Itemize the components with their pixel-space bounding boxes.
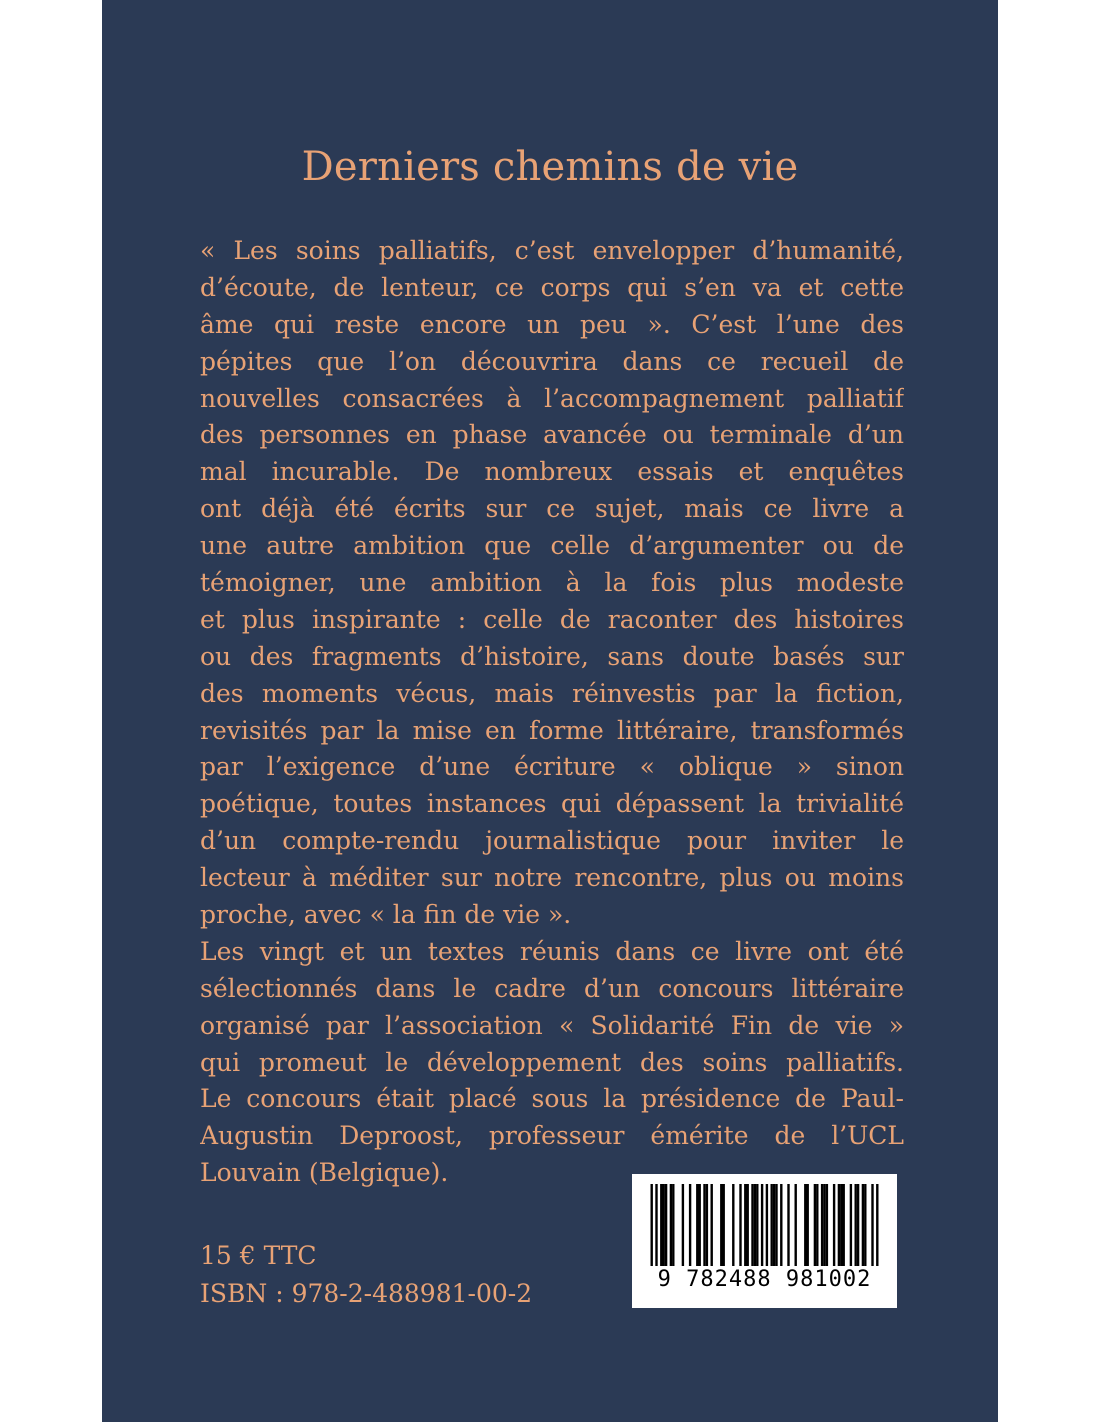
book-title: Derniers chemins de vie <box>301 144 799 190</box>
barcode-bar <box>843 1184 845 1266</box>
barcode-bar <box>756 1184 758 1266</box>
blurb-line: une autre ambition que celle d’argumenter ou de <box>200 531 904 561</box>
barcode-bar <box>864 1184 866 1266</box>
barcode-bar <box>833 1184 835 1266</box>
blurb-line: âme qui reste encore un peu ». C’est l’une des <box>200 309 904 339</box>
barcode-bar <box>682 1184 684 1266</box>
barcode-bar <box>672 1184 674 1266</box>
blurb-line: sélectionnés dans le cadre d’un concours littéraire <box>200 973 904 1003</box>
barcode-bar <box>761 1184 763 1266</box>
barcode-bar <box>665 1184 667 1266</box>
blurb-line: d’un compte-rendu journalistique pour inviter le <box>200 826 904 856</box>
barcode-bar <box>766 1184 768 1266</box>
barcode-bar <box>711 1184 713 1266</box>
blurb-line: nouvelles consacrées à l’accompagnement palliatif <box>200 383 904 413</box>
barcode-bar <box>720 1184 722 1266</box>
barcode-bar <box>773 1184 775 1266</box>
barcode-bar <box>838 1184 840 1266</box>
barcode-bar <box>780 1184 782 1266</box>
blurb-line: d’écoute, de lenteur, ce corps qui s’en va et cette <box>200 272 904 302</box>
barcode-bar <box>723 1184 725 1266</box>
barcode-bar <box>823 1184 825 1266</box>
barcode-bar <box>663 1184 665 1266</box>
barcode-bar <box>840 1184 842 1266</box>
blurb-line: des personnes en phase avancée ou terminale d’un <box>200 420 904 450</box>
barcode-bar <box>816 1184 818 1266</box>
barcode-bar <box>826 1184 828 1266</box>
barcode-bar <box>732 1184 734 1266</box>
blurb-line: lecteur à méditer sur notre rencontre, plus ou moins <box>200 863 904 893</box>
barcode-digits: 9 782488 981002 <box>657 1267 872 1292</box>
barcode-bar <box>795 1184 797 1266</box>
price: 15 € TTC <box>200 1241 317 1270</box>
blurb-line: mal incurable. De nombreux essais et enquêtes <box>200 457 904 487</box>
blurb-line: poétique, toutes instances qui dépassent la trivialité <box>200 789 904 819</box>
isbn: ISBN : 978-2-488981-00-2 <box>200 1279 533 1308</box>
barcode-bar <box>655 1184 657 1266</box>
barcode-bar <box>855 1184 857 1266</box>
barcode-bar <box>754 1184 756 1266</box>
blurb-line: Les vingt et un textes réunis dans ce livre ont été <box>200 936 904 966</box>
blurb-line: par l’exigence d’une écriture « oblique » sinon <box>200 752 904 782</box>
barcode-bar <box>696 1184 698 1266</box>
barcode-bar <box>804 1184 806 1266</box>
barcode-bar <box>876 1184 878 1266</box>
barcode-bar <box>747 1184 749 1266</box>
barcode-bar <box>857 1184 859 1266</box>
barcode-bar <box>787 1184 789 1266</box>
blurb-line: revisités par la mise en forme littéraire, transformés <box>200 715 904 745</box>
blurb-text <box>200 233 904 1192</box>
blurb-line: organisé par l’association « Solidarité Fin de vie » <box>200 1010 904 1040</box>
barcode-bar <box>699 1184 701 1266</box>
barcode-bar <box>744 1184 746 1266</box>
barcode-bar <box>651 1184 653 1266</box>
barcode-bar <box>821 1184 823 1266</box>
blurb-line: proche, avec « la fin de vie ». <box>200 900 572 930</box>
blurb-line: Louvain (Belgique). <box>200 1158 449 1188</box>
blurb-line: et plus inspirante : celle de raconter des histoires <box>200 604 904 634</box>
barcode-bar <box>771 1184 773 1266</box>
barcode-bar <box>751 1184 753 1266</box>
barcode-bar <box>670 1184 672 1266</box>
barcode-bar <box>739 1184 741 1266</box>
blurb-line: « Les soins palliatifs, c’est envelopper d’humanité, <box>200 236 904 265</box>
blurb-line: des moments vécus, mais réinvestis par la fiction, <box>200 678 904 708</box>
book-back-cover <box>102 0 998 1422</box>
barcode-bar <box>814 1184 816 1266</box>
blurb-line: ont déjà été écrits sur ce sujet, mais ce livre a <box>200 494 904 524</box>
barcode <box>632 1174 897 1308</box>
barcode-bar <box>775 1184 777 1266</box>
blurb-line: ou des fragments d’histoire, sans doute basés sur <box>200 641 904 671</box>
barcode-bar <box>871 1184 873 1266</box>
barcode-bar <box>706 1184 708 1266</box>
blurb-line: Le concours était placé sous la présidence de Paul- <box>200 1084 904 1114</box>
barcode-bar <box>689 1184 691 1266</box>
barcode-bar <box>862 1184 864 1266</box>
barcode-bar <box>660 1184 662 1266</box>
blurb-line: Augustin Deproost, professeur émérite de l’UCL <box>200 1121 904 1151</box>
blurb-line: témoigner, une ambition à la fois plus modeste <box>200 568 904 598</box>
blurb-line: pépites que l’on découvrira dans ce recueil de <box>200 346 904 376</box>
barcode-bar <box>807 1184 809 1266</box>
barcode-bar <box>703 1184 705 1266</box>
blurb-line: qui promeut le développement des soins palliatifs. <box>200 1047 904 1077</box>
barcode-bar <box>850 1184 852 1266</box>
